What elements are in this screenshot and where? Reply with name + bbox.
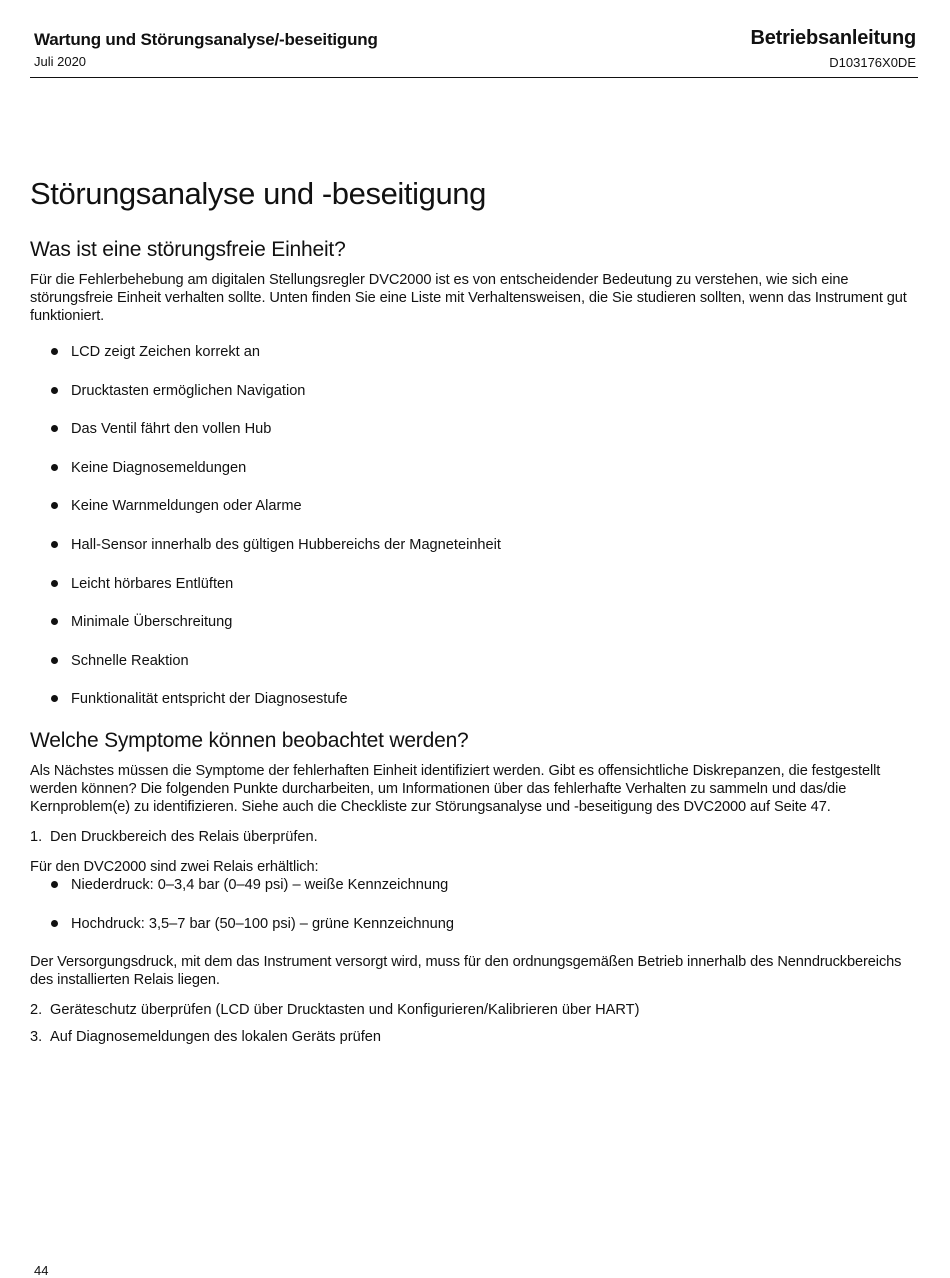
- list-item: Das Ventil fährt den vollen Hub: [30, 420, 910, 459]
- troubleshooting-steps: [30, 828, 910, 846]
- step-item: [30, 828, 910, 846]
- list-item: Hall-Sensor innerhalb des gültigen Hubbereichs der Magneteinheit: [30, 536, 910, 575]
- supply-pressure-note: Der Versorgungsdruck, mit dem das Instrument versorgt wird, muss für den ordnungsgemäßen Betrieb innerhalb des Nenndruckbereichs des installierten Relais liegen.: [30, 954, 902, 989]
- step-number: 1.: [30, 828, 43, 845]
- list-item: Funktionalität entspricht der Diagnosestufe: [30, 690, 910, 729]
- page-header-left: [34, 30, 378, 69]
- step-text: Den Druckbereich des Relais überprüfen.: [50, 828, 318, 845]
- step-text: Geräteschutz überprüfen (LCD über Drucktasten und Konfigurieren/Kalibrieren über HART): [50, 1002, 640, 1019]
- step-item: [30, 1028, 910, 1046]
- header-section-title: Wartung und Störungsanalyse/-beseitigung: [34, 30, 378, 49]
- list-item: Niederdruck: 0–3,4 bar (0–49 psi) – weiße Kennzeichnung: [30, 876, 910, 915]
- header-date: Juli 2020: [34, 54, 87, 69]
- list-item: Keine Warnmeldungen oder Alarme: [30, 497, 910, 536]
- section1-intro: Für die Fehlerbehebung am digitalen Stellungsregler DVC2000 ist es von entscheidender Bedeutung zu verstehen, wie sich eine störungsfreie Einheit verhalten sollte. Unten finden Sie eine Liste mit Verhaltensweisen, die Sie studieren sollten, wenn das Instrument gut funktioniert.: [30, 272, 907, 324]
- header-doc-number: D103176X0DE: [829, 55, 916, 70]
- list-item: Hochdruck: 3,5–7 bar (50–100 psi) – grüne Kennzeichnung: [30, 915, 910, 954]
- healthy-unit-list: [30, 343, 910, 729]
- section2-intro: Als Nächstes müssen die Symptome der fehlerhaften Einheit identifiziert werden. Gibt es offensichtliche Diskrepanzen, die festgestellt werden können? Die folgenden Punkte durcharbeiten, um Informationen über das fehlerhafte Verhalten zu sammeln und das/die Kernproblem(e) zu identifizieren. Siehe auch die Checkliste zur Störungsanalyse und -beseitigung des DVC2000 auf Seite 47.: [30, 762, 881, 815]
- page-number: 44: [34, 1263, 49, 1278]
- list-item: Schnelle Reaktion: [30, 652, 910, 691]
- list-item: LCD zeigt Zeichen korrekt an: [30, 343, 910, 382]
- list-item: Keine Diagnosemeldungen: [30, 459, 910, 498]
- step-number: 3.: [30, 1029, 43, 1046]
- troubleshooting-steps-continued: [30, 1001, 910, 1046]
- section2-heading: Welche Symptome können beobachtet werden?: [30, 728, 469, 752]
- step-number: 2.: [30, 1002, 43, 1019]
- list-item: Drucktasten ermöglichen Navigation: [30, 382, 910, 421]
- page-header-right: [750, 27, 916, 70]
- relay-intro: Für den DVC2000 sind zwei Relais erhältlich:: [30, 858, 319, 875]
- header-divider: [30, 77, 918, 78]
- list-item: Minimale Überschreitung: [30, 613, 910, 652]
- list-item: Leicht hörbares Entlüften: [30, 575, 910, 614]
- section1-heading: Was ist eine störungsfreie Einheit?: [30, 238, 346, 261]
- header-doc-title: Betriebsanleitung: [750, 27, 916, 49]
- relay-list: [30, 876, 910, 953]
- step-item: [30, 1001, 910, 1019]
- step-text: Auf Diagnosemeldungen des lokalen Geräts prüfen: [50, 1029, 382, 1046]
- page-content: [30, 176, 910, 1046]
- page-title: Störungsanalyse und -beseitigung: [30, 176, 486, 211]
